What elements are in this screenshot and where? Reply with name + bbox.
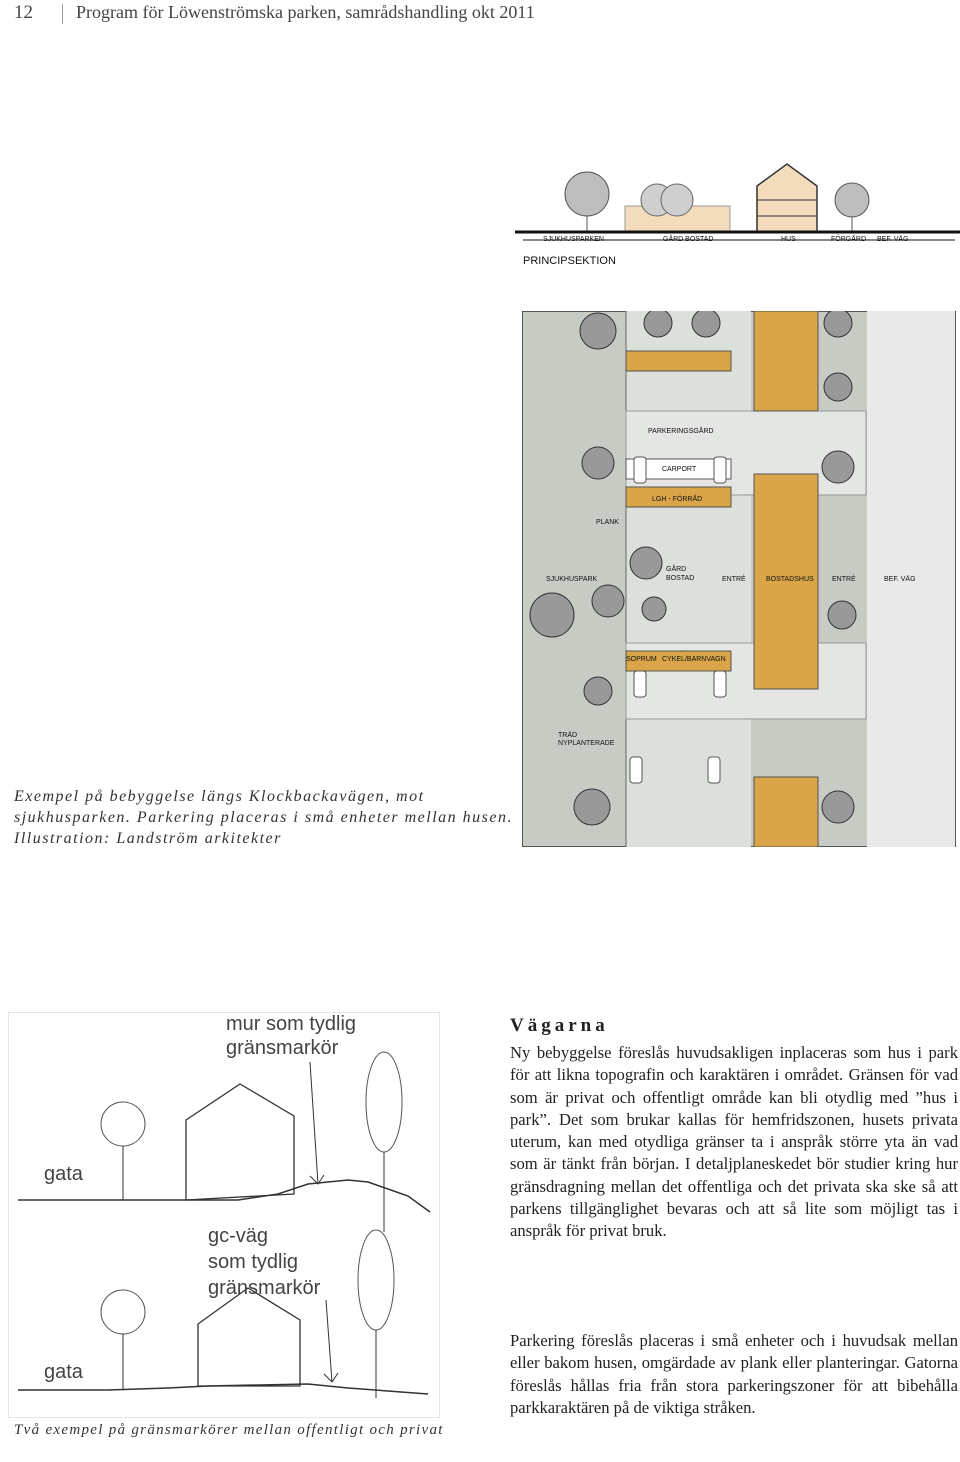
site-plan	[522, 311, 956, 847]
plan-label: SOPRUM	[626, 656, 657, 663]
tree	[822, 451, 854, 483]
sketch-label-gc-3: gränsmarkör	[208, 1277, 321, 1299]
figure-caption: Exempel på bebyggelse längs Klockbackavägen, mot sjukhusparken. Parkering placeras i små enheter mellan husen. Illustration: Landström arkitekter	[14, 788, 513, 847]
plan-label: ENTRÉ	[722, 576, 746, 583]
building	[754, 777, 818, 847]
plan-label: GÅRD	[666, 566, 687, 573]
plan-label: TRÄD	[558, 732, 578, 739]
plan-label: CYKEL/BARNVAGN	[662, 656, 726, 663]
plan-label: BEF. VÄG	[884, 576, 916, 583]
tree	[822, 791, 854, 823]
section-drawing	[515, 160, 960, 270]
section-label: SJUKHUSPARKEN	[543, 236, 604, 243]
tree	[574, 789, 610, 825]
plan-label: BOSTADSHUS	[766, 576, 814, 583]
tree	[642, 597, 666, 621]
tree	[530, 593, 574, 637]
body-paragraph: Ny bebyggelse föreslås huvudsakligen inplaceras som hus i park för att likna topografin och karaktären i området. Gränsen för vad som är privat och offentligt område kan bli otydlig med ”hus i park”. Det som brukar kallas för hemfridszonen, husets privata uterum, kan med otydliga gränser ta i anspråk större yta än vad som är tänkt från början. I detaljplaneskedet bör studier kring hur gränsdragning mellan det offentliga och det privata ska ske så att parkens tillgänglighet bevaras och att så lite som möjligt tas i anspråk för privat bruk.	[510, 1043, 958, 1241]
tree	[584, 677, 612, 705]
plan-label: ENTRÉ	[832, 576, 856, 583]
tree	[692, 311, 720, 337]
tree	[828, 601, 856, 629]
tree	[824, 373, 852, 401]
building	[626, 351, 731, 371]
header-divider	[62, 4, 63, 24]
plan-label: SJUKHUSPARK	[546, 576, 598, 583]
body-paragraph: Parkering föreslås placeras i små enheter och i huvudsak mellan eller bakom husen, omgärdade av plank eller planteringar. Gatorna föreslås hållas fria från stora parkeringszoner för att bibehålla parkkaraktären på de viktiga stråken.	[510, 1331, 958, 1417]
section-tree	[661, 184, 693, 216]
section-tree	[565, 172, 609, 216]
sketch-label-mur-2: gränsmarkör	[226, 1037, 339, 1059]
sketch-label-gc-1: gc-väg	[208, 1225, 269, 1247]
boundary-sketch	[8, 1012, 440, 1418]
plan-label: PLANK	[596, 519, 619, 526]
plan-label: CARPORT	[662, 466, 697, 473]
tree	[630, 547, 662, 579]
sketch-label-mur-1: mur som tydlig	[226, 1013, 357, 1035]
plan-label: NYPLANTERADE	[558, 740, 615, 747]
plan-label: BOSTAD	[666, 575, 695, 582]
section-heading: Vägarna	[510, 1015, 609, 1036]
tree	[582, 447, 614, 479]
sketch-label-gata-bottom: gata	[44, 1361, 83, 1383]
tree	[592, 585, 624, 617]
section-title: PRINCIPSEKTION	[523, 255, 616, 267]
tree	[580, 313, 616, 349]
section-label: FÖRGÅRD	[831, 236, 866, 243]
section-label: GÅRD BOSTAD	[663, 236, 714, 243]
running-header: Program för Löwenströmska parken, samrådshandling okt 2011	[76, 2, 535, 22]
page-number: 12	[14, 2, 33, 23]
section-label: BEF. VÄG	[877, 236, 909, 243]
section-label: HUS	[781, 236, 796, 243]
section-house	[757, 164, 817, 232]
plan-label: PARKERINGSGÅRD	[648, 428, 714, 435]
sketch-label-gc-2: som tydlig	[208, 1251, 299, 1273]
building	[754, 311, 818, 411]
plan-label: LGH - FÖRRÅD	[652, 496, 703, 503]
tree	[824, 311, 852, 337]
sketch-caption: Två exempel på gränsmarkörer mellan offentligt och privat	[14, 1422, 444, 1438]
section-tree	[835, 183, 869, 217]
tree	[644, 311, 672, 337]
sketch-label-gata-top: gata	[44, 1163, 83, 1185]
